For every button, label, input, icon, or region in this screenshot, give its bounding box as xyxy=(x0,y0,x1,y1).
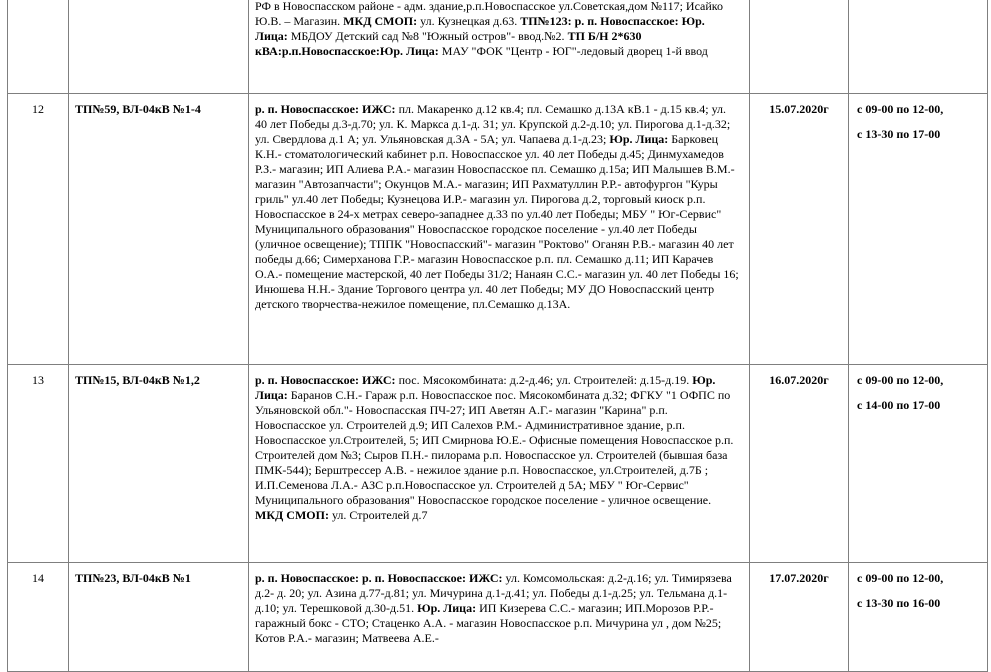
bold-label: Юр. Лица: xyxy=(609,132,669,146)
outage-schedule-table xyxy=(7,0,988,672)
consumers-text xyxy=(255,94,739,312)
time-window-2: с 13-30 по 16-00 xyxy=(857,596,941,610)
table-row xyxy=(8,365,988,563)
table-row xyxy=(8,0,988,94)
text-segment: пос. Мясокомбината: д.2-д.46; ул. Строителей: д.15-д.19. xyxy=(395,373,693,387)
text-segment: РФ в Новоспасском районе - адм. здание,р.п.Новоспасское ул.Советская,дом №117; Исайко Ю.В. – Магазин. xyxy=(255,0,724,28)
date-cell: 17.07.2020г xyxy=(750,563,849,672)
consumers-text xyxy=(255,563,739,646)
substation-cell xyxy=(69,0,249,94)
text-segment: МАУ "ФОК "Центр - ЮГ"-ледовый дворец 1-й ввод xyxy=(438,44,708,58)
text-segment: ул. Кузнецкая д.63. xyxy=(417,14,521,28)
consumers-cell xyxy=(249,563,750,672)
bold-label: р. п. Новоспасское: ИЖС: xyxy=(255,373,396,387)
date-cell: 16.07.2020г xyxy=(750,365,849,563)
time-window-1: с 09-00 по 12-00, xyxy=(857,571,944,585)
substation-cell: ТП№23, ВЛ-04кВ №1 xyxy=(69,563,249,672)
row-number xyxy=(8,0,69,94)
bold-label: Юр. Лица: xyxy=(417,601,477,615)
row-number: 14 xyxy=(8,563,69,672)
consumers-text xyxy=(255,365,739,523)
consumers-cell xyxy=(249,365,750,563)
consumers-cell xyxy=(249,0,750,94)
time-cell xyxy=(849,365,988,563)
bold-label: р. п. Новоспасское: р. п. Новоспасское: ИЖС: xyxy=(255,571,503,585)
date-cell: 15.07.2020г xyxy=(750,94,849,365)
text-segment: МБДОУ Детский сад №8 "Южный остров"- ввод.№2. xyxy=(287,29,568,43)
time-window-1: с 09-00 по 12-00, xyxy=(857,102,944,116)
time-cell xyxy=(849,563,988,672)
bold-label: МКД СМОП: xyxy=(255,508,329,522)
table-row xyxy=(8,563,988,672)
text-segment: ул. Комсомольская: д.2-д.16; ул. Тимирязева д.2- д. 20; ул. Азина д.77-д.81; ул. Мичурина д.1-д.41; ул. Победы д.1-д.25; ул. Тельмана д.1-д.10; ул. Терешковой д.30-д.51. xyxy=(255,571,732,615)
row-number: 13 xyxy=(8,365,69,563)
bold-label: МКД СМОП: xyxy=(343,14,418,28)
bold-label: р. п. Новоспасское: ИЖС: xyxy=(255,102,396,116)
consumers-cell xyxy=(249,94,750,365)
row-number: 12 xyxy=(8,94,69,365)
time-cell xyxy=(849,94,988,365)
time-window-2: с 14-00 по 17-00 xyxy=(857,398,941,412)
bold-label: Юр. Лица: xyxy=(255,373,716,402)
text-segment: пл. Макаренко д.12 кв.4; пл. Семашко д.13А кВ.1 - д.15 кв.4; ул. 40 лет Победы д.3-д.70; ул. К. Маркса д.1-д. 31; ул. Крупской д.2-д.10; ул. Пирогова д.1-д.32; ул. Свердлова д.1 А; ул. Ульяновская д.3А - 5А; ул. Чапаева д.1-д.23; xyxy=(255,102,731,146)
date-cell xyxy=(750,0,849,94)
text-segment: ИП Кизерева С.С.- магазин; ИП.Морозов Р.Р.- гаражный бокс - СТО; Стаценко А.А. - магазин Новоспасское р.п. Мичурина ул , дом №25; Котов Р.А.- магазин; Матвеева А.Е.- xyxy=(255,601,722,645)
bold-label: ТП Б/Н 2*630 кВА:р.п.Новоспасское:Юр. Лица: xyxy=(255,29,642,58)
bold-label: ТП№123: р. п. Новоспасское: Юр. Лица: xyxy=(255,14,705,43)
text-segment: ул. Строителей д.7 xyxy=(328,508,428,522)
text-segment: Баранов С.Н.- Гараж р.п. Новоспасское пос. Мясокомбината д.32; ФГКУ "1 ОФПС по Ульяновской обл."- Новоспасская ПЧ-27; ИП Аветян А.Г.- магазин "Карина" р.п. Новоспасское ул. Строителей д.9; ИП Салехов Р.М.- Административное здание, р.п. Новоспасское ул.Строителей, 5; ИП Смирнова Ю.Е.- Офисные помещения Новоспасское р.п. Строителей дом №3; Сыров П.Н.- пилорама р.п. Новоспасское ул. Строителей (бывшая база ПМК-544); Берштрессер А.В. - нежилое здание р.п. Новоспасское, ул.Строителей, д.7Б ; И.П.Семенова Л.А.- АЗС р.п.Новоспасское ул. Строителей д 5А; МБУ " Юг-Сервис" Муниципального образования" Новоспасское городское поселение - уличное освещение. xyxy=(255,388,734,507)
time-cell xyxy=(849,0,988,94)
text-segment: Барковец К.Н.- стоматологический кабинет р.п. Новоспасское ул. 40 лет Победы д.45; Динмухамедов Р.З.- магазин; ИП Алиева Р.А.- магазин Новоспасское пл. Семашко д.15а; ИП Малышев В.М.- магазин "Автозапчасти"; Окунцов М.А.- магазин; ИП Рахматуллин Р.Р.- автофургон "Куры гриль" ул.40 лет Победы; Кузнецова И.Р.- магазин ул. Пирогова д.2, торговый киоск р.п. Новоспасское в 24-х метрах северо-западнее д.33 по ул.40 лет Победы; МБУ " Юг-Сервис" Муниципального образования" Новоспасское городское поселение - ул.40 лет Победы (уличное освещение); ТППК "Новоспасский"- магазин "Роктово" Оганян Р.В.- магазин 40 лет победы д.66; Симерханова Г.Р.- магазин Новоспасское р.п. пл. Семашко д.11; ИП Карачев О.А.- помещение мастерской, 40 лет Победы 31/2; Нанаян С.С.- магазин ул. 40 лет Победы 16; Инюшева Н.Н.- Здание Торгового центра ул. 40 лет Победы; МУ ДО Новоспасский центр детского творчества-нежилое помещение, пл.Семашко д.13А. xyxy=(255,132,739,311)
substation-cell: ТП№15, ВЛ-04кВ №1,2 xyxy=(69,365,249,563)
consumers-text xyxy=(255,0,739,59)
substation-cell: ТП№59, ВЛ-04кВ №1-4 xyxy=(69,94,249,365)
table-row xyxy=(8,94,988,365)
time-window-2: с 13-30 по 17-00 xyxy=(857,127,941,141)
time-window-1: с 09-00 по 12-00, xyxy=(857,373,944,387)
